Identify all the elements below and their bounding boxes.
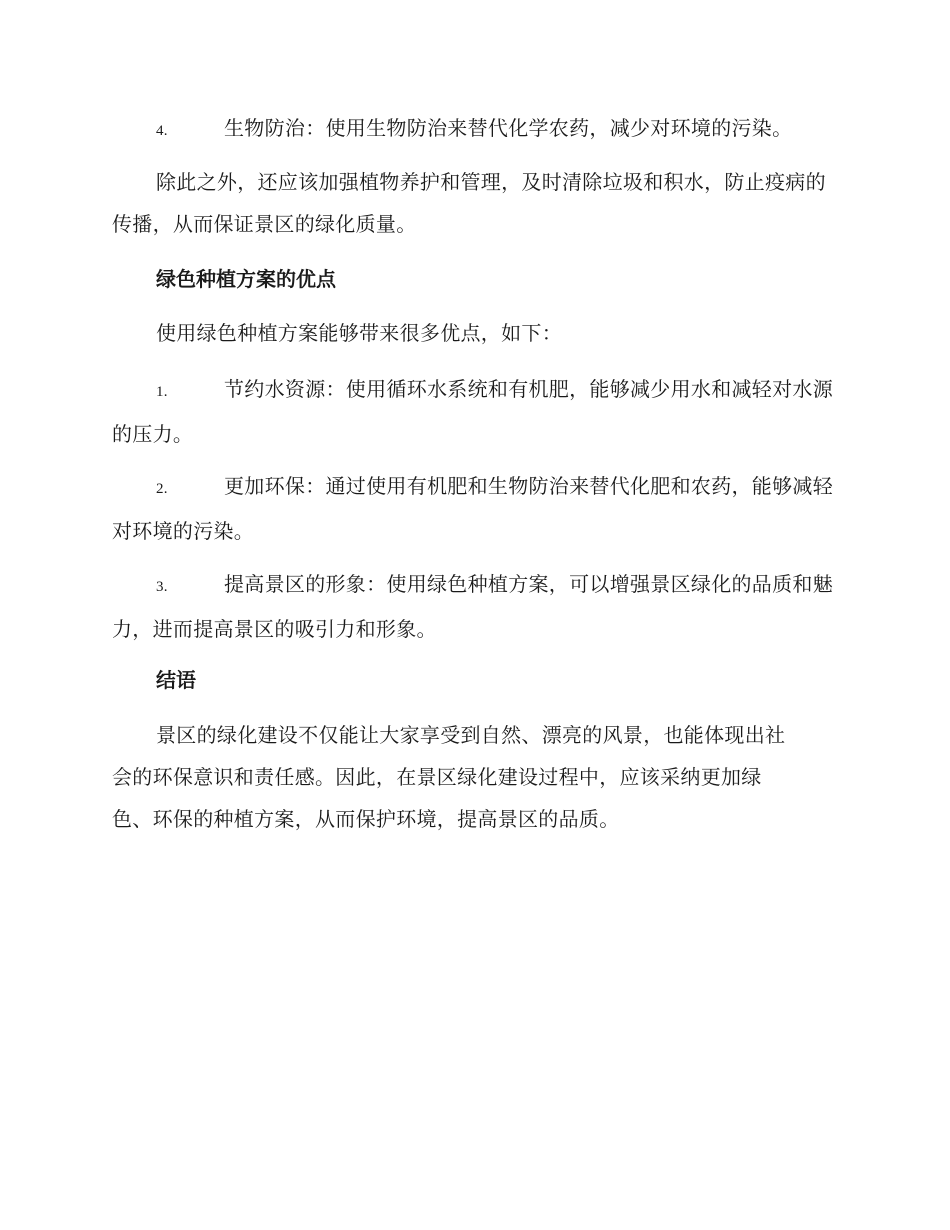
paragraph-line: 会的环保意识和责任感。因此，在景区绿化建设过程中，应该采纳更加绿	[112, 765, 762, 789]
list-item	[112, 368, 834, 455]
list-item	[112, 107, 834, 152]
list-text: 提高景区的形象：使用绿色种植方案，可以增强景区绿化的品质和魅力，进而提高景区的吸引力和形象。	[112, 572, 833, 641]
list-text: 更加环保：通过使用有机肥和生物防治来替代化肥和农药，能够减轻对环境的污染。	[112, 474, 833, 543]
paragraph: 除此之外，还应该加强植物养护和管理，及时清除垃圾和积水，防止疫病的传播，从而保证景区的绿化质量。	[112, 170, 826, 236]
paragraph: 使用绿色种植方案能够带来很多优点，如下：	[156, 321, 562, 345]
list-item	[112, 563, 834, 650]
section-heading: 结语	[156, 668, 196, 692]
paragraph-line: 色、环保的种植方案，从而保护环境，提高景区的品质。	[112, 807, 620, 831]
paragraph	[112, 714, 834, 840]
list-number: 1.	[156, 384, 168, 400]
section-heading: 绿色种植方案的优点	[156, 267, 336, 291]
list-number: 4.	[156, 123, 168, 139]
list-item	[112, 465, 834, 552]
list-text: 生物防治：使用生物防治来替代化学农药，减少对环境的污染。	[224, 116, 793, 140]
list-number: 3.	[156, 579, 168, 595]
list-number: 2.	[156, 481, 168, 497]
list-text: 节约水资源：使用循环水系统和有机肥，能够减少用水和减轻对水源的压力。	[112, 377, 833, 446]
paragraph-line: 景区的绿化建设不仅能让大家享受到自然、漂亮的风景，也能体现出社	[156, 723, 786, 747]
